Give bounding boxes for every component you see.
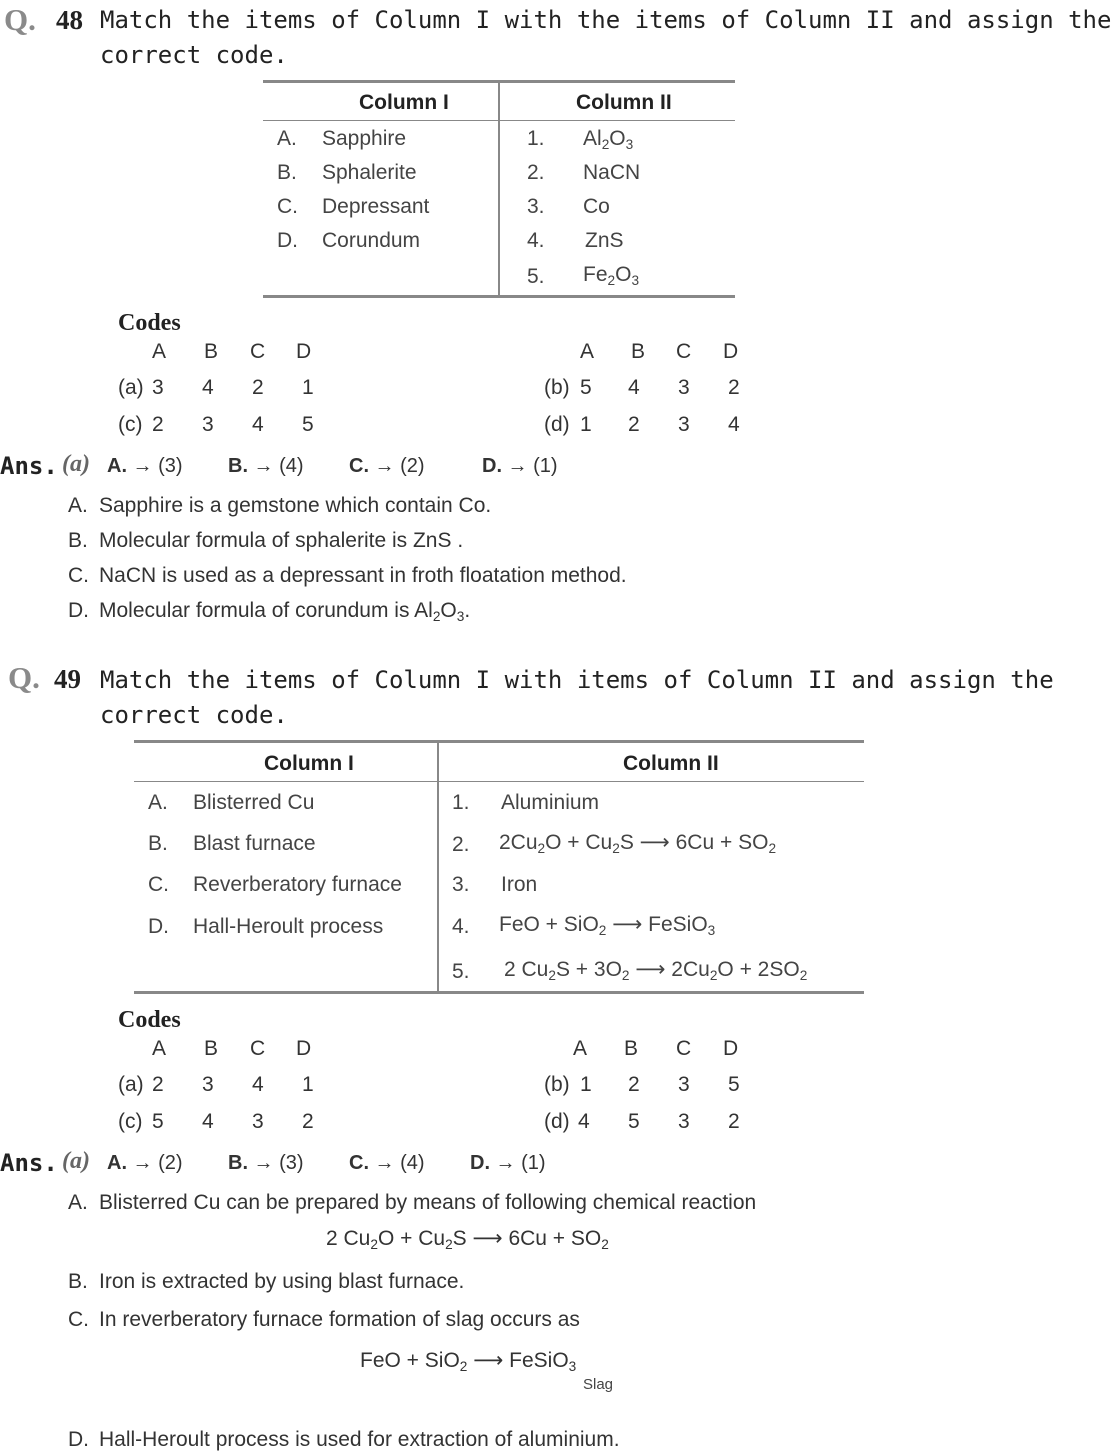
code-header: C — [676, 340, 692, 363]
option-value: 1 — [302, 376, 314, 399]
row-number: 4. — [452, 915, 470, 938]
explanation-text: Blisterred Cu can be prepared by means of following chemical reaction — [99, 1191, 757, 1214]
column-header: Column I — [264, 752, 354, 775]
question-text: Match the items of Column I with the items of Column II and assign the — [100, 6, 1111, 34]
row-item: Sphalerite — [322, 161, 417, 184]
option-label: (b) — [544, 1073, 570, 1096]
question-label: Q. — [8, 660, 40, 695]
row-item: Iron — [501, 873, 538, 896]
explanation-letter: D. — [68, 1428, 89, 1451]
option-label: (c) — [118, 1110, 143, 1133]
answer-key: C. — [349, 1152, 369, 1174]
row-number: 4. — [527, 229, 545, 252]
option-value: 3 — [678, 413, 690, 436]
option-value: 3 — [678, 376, 690, 399]
answer-option: (a) — [62, 451, 90, 477]
answer-key: A. — [107, 455, 127, 477]
explanation-letter: C. — [68, 564, 89, 587]
code-header: B — [204, 1037, 219, 1060]
code-header: C — [250, 340, 266, 363]
row-number: 3. — [527, 195, 545, 218]
option-value: 2 — [628, 1073, 640, 1096]
answer-option: (a) — [62, 1148, 90, 1174]
option-value: 5 — [152, 1110, 164, 1133]
option-value: 3 — [678, 1073, 690, 1096]
option-value: 3 — [202, 1073, 214, 1096]
code-header: D — [723, 340, 739, 363]
option-label: (a) — [118, 376, 144, 399]
option-value: 4 — [628, 376, 640, 399]
option-value: 3 — [678, 1110, 690, 1133]
option-value: 3 — [252, 1110, 264, 1133]
option-value: 4 — [252, 413, 264, 436]
answer-key: D. — [470, 1152, 490, 1174]
option-value: 5 — [628, 1110, 640, 1133]
code-header: B — [624, 1037, 639, 1060]
column-header: Column I — [359, 91, 449, 114]
answer-value: (3) — [279, 1152, 304, 1174]
question-text: Match the items of Column I with items of Column II and assign the — [100, 666, 1054, 694]
equation: 2 $Cu_2S + 3O_2$ ⟶ $2Cu_2O + 2SO_2$ — [504, 958, 808, 984]
explanation-text: Sapphire is a gemstone which contain Co. — [99, 494, 492, 517]
option-label: (b) — [544, 376, 570, 399]
explanation-text: Hall-Heroult process is used for extraction of aluminium. — [99, 1428, 620, 1451]
code-header: A — [152, 340, 167, 363]
option-value: 2 — [728, 1110, 740, 1133]
explanation-letter: C. — [68, 1308, 89, 1331]
answer-value: (4) — [279, 455, 304, 477]
row-number: 2. — [452, 833, 470, 856]
row-item: Blisterred Cu — [193, 791, 315, 814]
row-number: 3. — [452, 873, 470, 896]
column-header: Column II — [623, 752, 719, 775]
row-number: 5. — [452, 960, 470, 983]
question-text: correct code. — [100, 701, 288, 729]
answer-key: A. — [107, 1152, 127, 1174]
row-item: Aluminium — [501, 791, 600, 814]
explanation-letter: A. — [68, 494, 88, 517]
code-header: B — [204, 340, 219, 363]
answer-value: (2) — [400, 455, 425, 477]
row-letter: D. — [148, 915, 169, 938]
option-value: 5 — [728, 1073, 740, 1096]
code-header: D — [296, 340, 312, 363]
explanation-text: Molecular formula of sphalerite is ZnS . — [99, 529, 464, 552]
equation: FeO + SiO$_2$ ⟶ FeSiO$_3$ — [360, 1349, 577, 1375]
explanation-letter: B. — [68, 529, 88, 552]
row-letter: B. — [277, 161, 297, 184]
question-text: correct code. — [100, 41, 288, 69]
code-header: C — [250, 1037, 266, 1060]
code-header: B — [631, 340, 646, 363]
option-value: 3 — [152, 376, 164, 399]
question-label: Q. — [4, 2, 36, 37]
formula: $Fe_2O_3$ — [583, 263, 640, 289]
option-value: 2 — [628, 413, 640, 436]
row-number: 5. — [527, 265, 545, 288]
explanation-letter: A. — [68, 1191, 88, 1214]
row-number: 1. — [452, 791, 470, 814]
option-value: 3 — [202, 413, 214, 436]
row-letter: B. — [148, 832, 168, 855]
answer-value: (4) — [400, 1152, 425, 1174]
row-item: Reverberatory furnace — [193, 873, 402, 896]
explanation-text: Iron is extracted by using blast furnace. — [99, 1270, 465, 1293]
formula: Co — [583, 195, 610, 218]
explanation-text: Molecular formula of corundum is $Al_2O_3$. — [99, 599, 471, 625]
option-value: 5 — [302, 413, 314, 436]
option-value: 2 — [302, 1110, 314, 1133]
explanation-letter: D. — [68, 599, 89, 622]
code-header: D — [296, 1037, 312, 1060]
row-letter: A. — [148, 791, 168, 814]
codes-title: Codes — [118, 310, 181, 336]
question-number: 49 — [54, 664, 81, 694]
option-label: (c) — [118, 413, 143, 436]
option-value: 2 — [728, 376, 740, 399]
equation: $2Cu_2O + Cu_2S$ ⟶ $6Cu + SO_2$ — [499, 831, 777, 857]
code-header: A — [573, 1037, 588, 1060]
answer-value: (1) — [533, 455, 558, 477]
code-header: A — [152, 1037, 167, 1060]
option-label: (d) — [544, 1110, 570, 1133]
answer-label: Ans. — [0, 1149, 58, 1177]
row-number: 2. — [527, 161, 545, 184]
row-letter: D. — [277, 229, 298, 252]
formula: NaCN — [583, 161, 641, 184]
column-header: Column II — [576, 91, 672, 114]
option-value: 4 — [578, 1110, 590, 1133]
explanation-letter: B. — [68, 1270, 88, 1293]
answer-key: B. — [228, 455, 248, 477]
option-value: 4 — [202, 1110, 214, 1133]
row-item: Sapphire — [322, 127, 407, 150]
formula: ZnS — [585, 229, 624, 252]
option-value: 1 — [580, 1073, 592, 1096]
option-value: 4 — [202, 376, 214, 399]
option-value: 2 — [152, 413, 164, 436]
option-value: 4 — [728, 413, 740, 436]
option-label: (a) — [118, 1073, 144, 1096]
row-item: Blast furnace — [193, 832, 316, 855]
codes-title: Codes — [118, 1007, 181, 1033]
slag-label: Slag — [583, 1376, 614, 1393]
answer-key: D. — [482, 455, 502, 477]
explanation-text: In reverberatory furnace formation of slag occurs as — [99, 1308, 580, 1331]
formula: $Al_2O_3$ — [583, 127, 634, 153]
option-label: (d) — [544, 413, 570, 436]
option-value: 2 — [252, 376, 264, 399]
row-letter: C. — [277, 195, 298, 218]
answer-key: C. — [349, 455, 369, 477]
answer-value: (1) — [521, 1152, 546, 1174]
code-header: A — [580, 340, 595, 363]
option-value: 1 — [302, 1073, 314, 1096]
code-header: C — [676, 1037, 692, 1060]
answer-value: (2) — [158, 1152, 183, 1174]
code-header: D — [723, 1037, 739, 1060]
answer-value: (3) — [158, 455, 183, 477]
equation: FeO + SiO$_2$ ⟶ FeSiO$_3$ — [499, 913, 716, 939]
row-letter: C. — [148, 873, 169, 896]
row-item: Hall-Heroult process — [193, 915, 384, 938]
option-value: 5 — [580, 376, 592, 399]
row-letter: A. — [277, 127, 297, 150]
answer-label: Ans. — [0, 452, 58, 480]
equation: 2 $Cu_2O + Cu_2S$ ⟶ $6Cu + SO_2$ — [326, 1227, 609, 1253]
option-value: 2 — [152, 1073, 164, 1096]
option-value: 4 — [252, 1073, 264, 1096]
row-number: 1. — [527, 127, 545, 150]
explanation-text: NaCN is used as a depressant in froth floatation method. — [99, 564, 627, 587]
row-item: Depressant — [322, 195, 430, 218]
option-value: 1 — [580, 413, 592, 436]
row-item: Corundum — [322, 229, 421, 252]
answer-key: B. — [228, 1152, 248, 1174]
question-number: 48 — [56, 5, 83, 35]
